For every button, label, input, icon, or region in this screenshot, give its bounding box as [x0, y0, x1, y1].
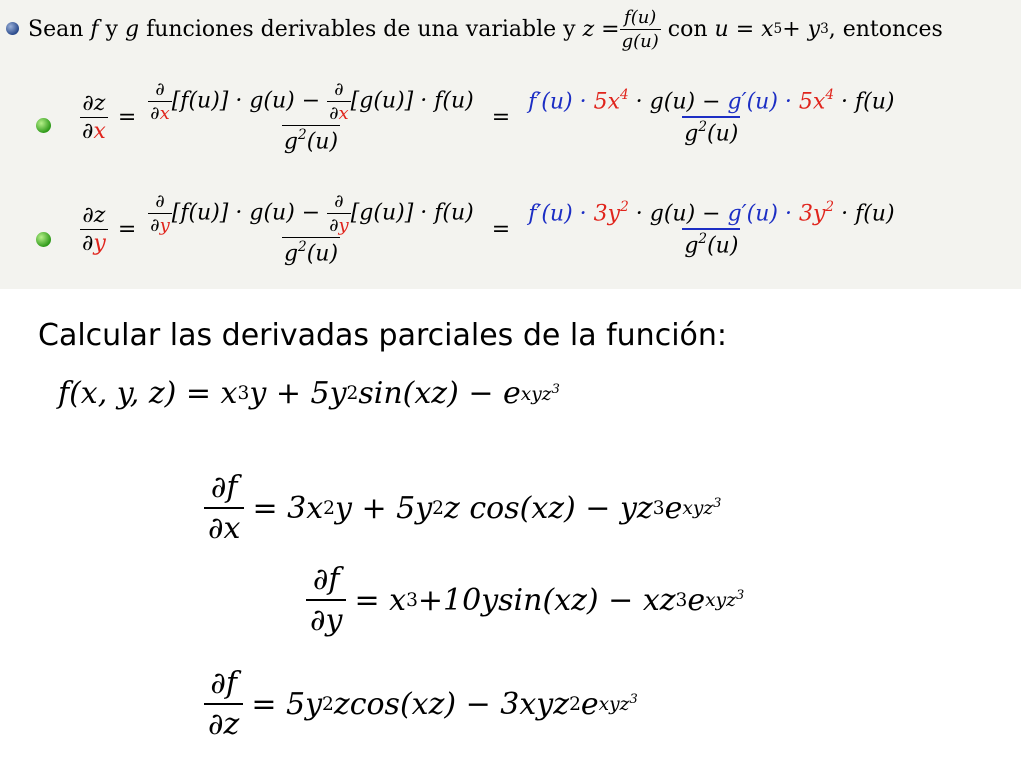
intro-con: con	[667, 16, 708, 42]
intro-u-def: u = x	[714, 16, 774, 42]
right-fraction-y: $\frac{f'(u) \cdot 3y^2 \cdot g(u) - g'(u) \cdot 3y^2 \cdot f(u)}{g^2(u)}$	[528, 199, 895, 259]
intro-y: y	[105, 16, 118, 42]
intro-text-2: funciones derivables de una variable y	[146, 16, 576, 42]
function-definition: f(x, y, z) = x 3 y + 5y 2 sin(xz) − e xyz$^3$	[58, 376, 560, 411]
intro-g: g	[124, 16, 140, 42]
df-dx-fraction: $\frac{\partial f}{\partial x}$	[204, 470, 244, 546]
lhs-fraction-y: $\frac{\partial z}{\partial y}$	[82, 202, 106, 256]
intro-sentence: Sean f y g funciones derivables de una variable y z = $\frac{f(u)}{g(u)}$ con u = x 5 + y 3 , entonces	[28, 6, 943, 52]
definition-panel	[0, 0, 1021, 289]
green-bullet-icon	[36, 118, 51, 133]
right-fraction-x: $\frac{f'(u) \cdot 5x^4 \cdot g(u) - g'(u) \cdot 5x^4 \cdot f(u)}{g^2(u)}$	[528, 87, 895, 147]
partial-derivative-z: $\frac{\partial f}{\partial z}$ = 5y 2 zcos(xz) − 3xyz 2 e xyz$^3$	[204, 666, 638, 742]
lhs-fraction-x: $\frac{\partial z}{\partial x}$	[82, 90, 106, 144]
intro-fraction: $\frac{f(u)}{g(u)}$	[621, 6, 659, 52]
partial-derivative-x: $\frac{\partial f}{\partial x}$ = 3x 2 y + 5y 2 z cos(xz) − yz 3 e xyz$^3$	[204, 470, 721, 546]
intro-z-eq: z =	[582, 16, 620, 42]
partial-derivative-y: $\frac{\partial f}{\partial y}$ = x 3 +10ysin(xz) − xz 3 e xyz$^3$	[306, 562, 744, 638]
intro-f: f	[90, 16, 99, 42]
exercise-caption: Calcular las derivadas parciales de la función:	[38, 318, 728, 353]
row-dz-dy: $\frac{\partial z}{\partial y}$ = $\frac{\partial}{\partial y}$ [f(u)] · g(u) − $\frac{\partial}{\partial y}$ [g(u)] · f(u) $g^2(u)$ = $\frac{f'(u) \cdot 3y^2 \cdot g(u) - g'(u) \cdot 3y^2 \cdot f(u)}{g^2(u)}$	[82, 191, 895, 267]
df-dy-fraction: $\frac{\partial f}{\partial y}$	[306, 562, 346, 638]
blue-bullet-icon	[6, 22, 19, 35]
middle-fraction-x: $\frac{\partial}{\partial x}$ [f(u)] · g(u) − $\frac{\partial}{\partial x}$ [g(u)] · f(u) $g^2(u)$	[150, 79, 474, 155]
middle-fraction-y: $\frac{\partial}{\partial y}$ [f(u)] · g(u) − $\frac{\partial}{\partial y}$ [g(u)] · f(u) $g^2(u)$	[150, 191, 474, 267]
df-dz-fraction: $\frac{\partial f}{\partial z}$	[204, 666, 243, 742]
row-dz-dx: $\frac{\partial z}{\partial x}$ = $\frac{\partial}{\partial x}$ [f(u)] · g(u) − $\frac{\partial}{\partial x}$ [g(u)] · f(u) $g^2(u)$ = $\frac{f'(u) \cdot 5x^4 \cdot g(u) - g'(u) \cdot 5x^4 \cdot f(u)}{g^2(u)}$	[82, 79, 895, 155]
intro-text: Sean	[28, 16, 84, 42]
intro-entonces: , entonces	[828, 16, 943, 42]
green-bullet-icon	[36, 232, 51, 247]
